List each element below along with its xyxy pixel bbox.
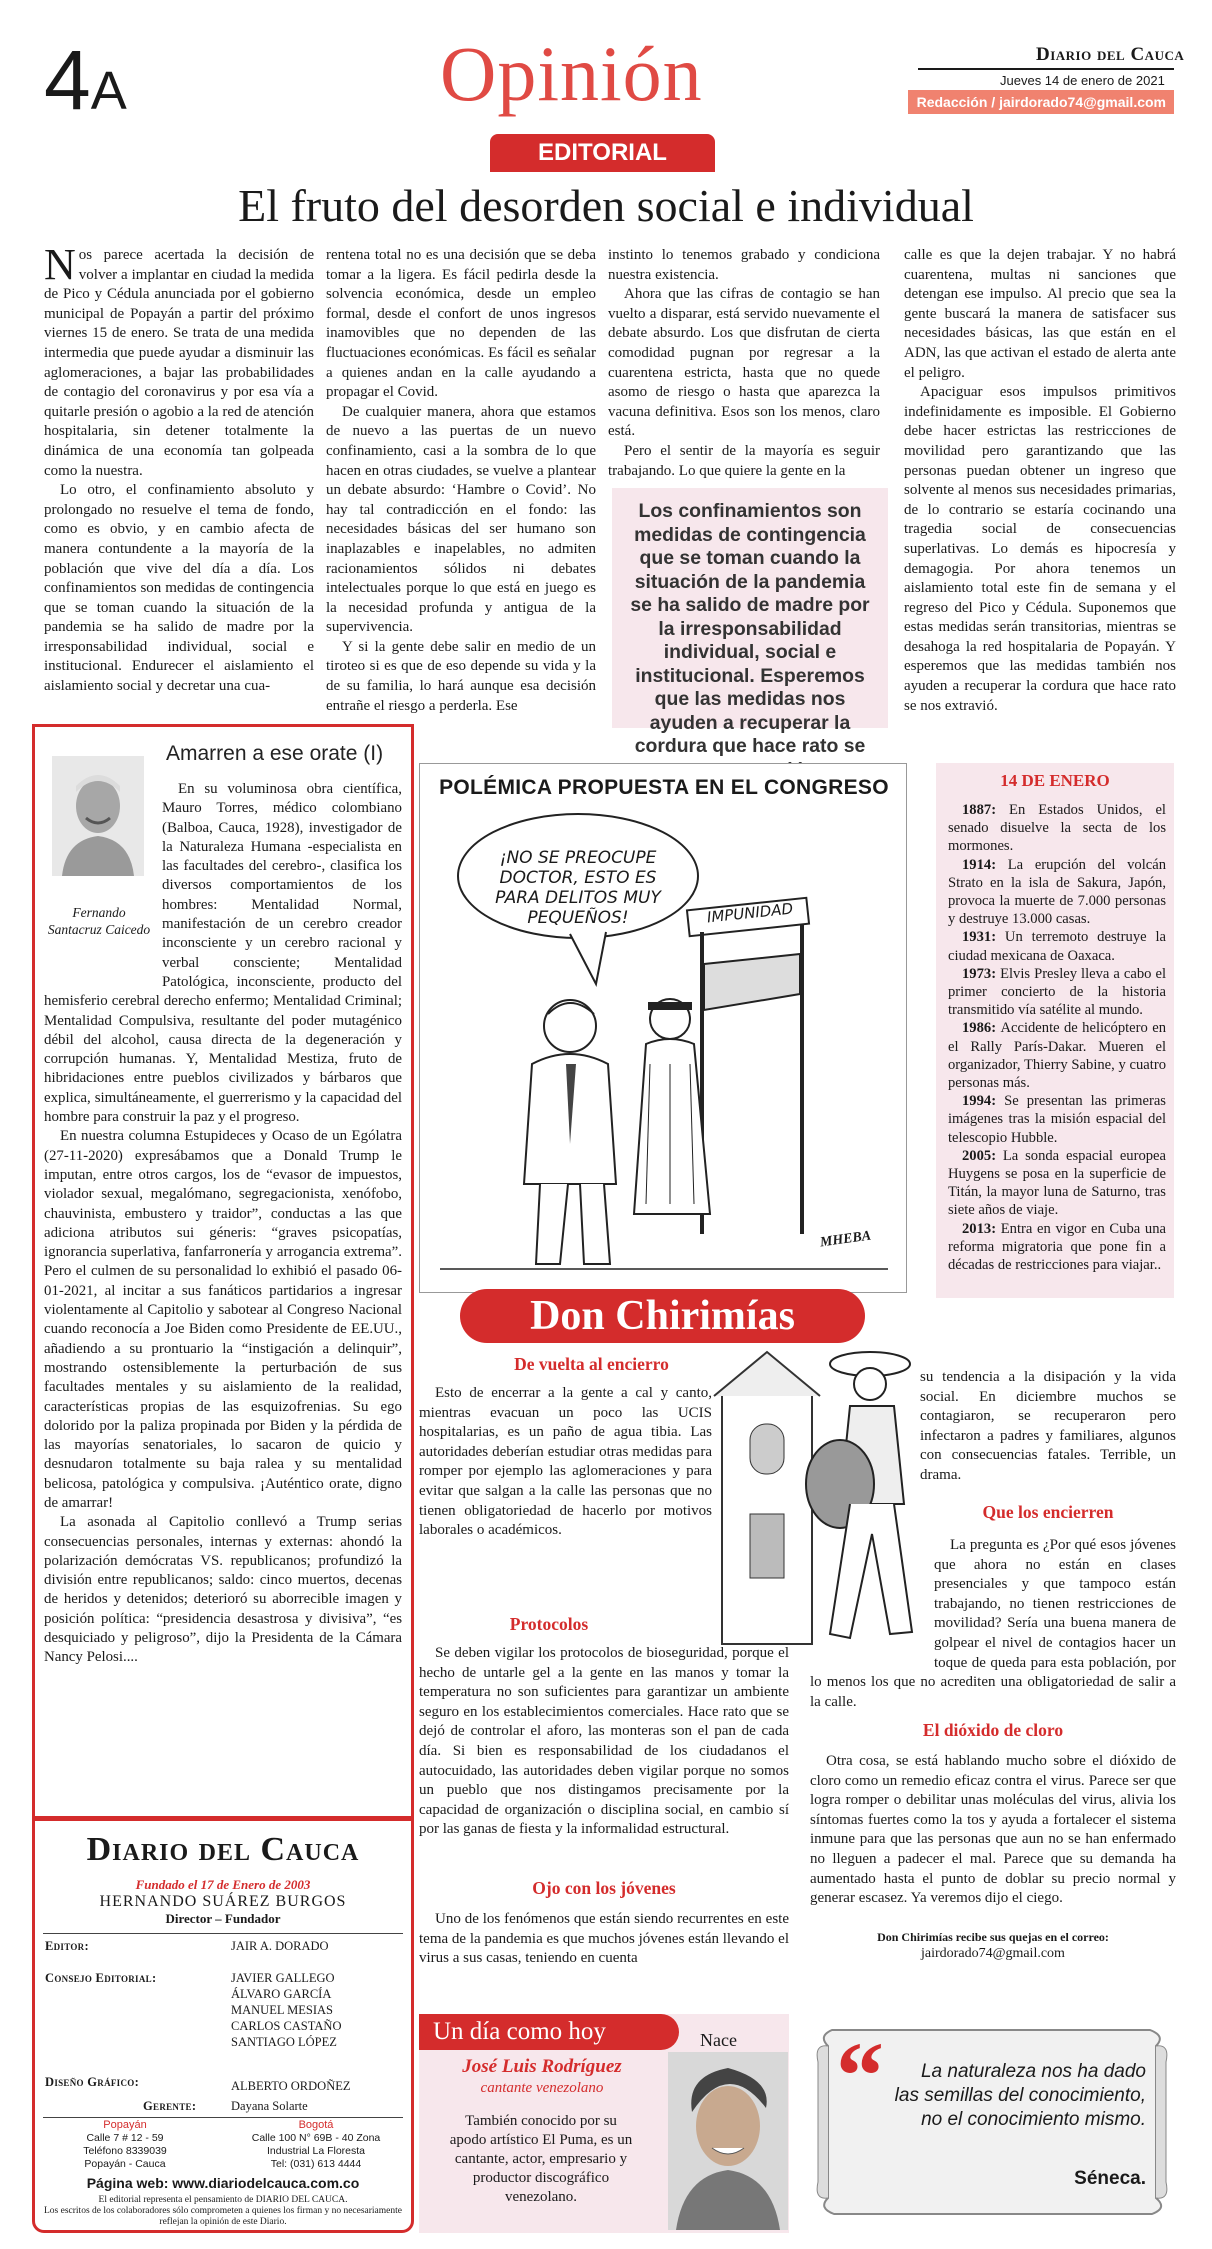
- editorial-tag: EDITORIAL: [490, 134, 715, 172]
- design-name: ALBERTO ORDOÑEZ: [231, 2079, 351, 2093]
- ephemeris-text: Entra en vigor en Cuba una reforma migratoria que pone fin a décadas de restricciones para viajar..: [948, 1220, 1166, 1274]
- ephemeris-item: [948, 801, 1166, 856]
- chirimias-text: Se deben vigilar los protocolos de bioseguridad, porque el hecho de untarle gel a la gente en las manos y tomar la temperatura no son suficientes para garantizar un ambiente seguro en los establecimientos comerciales. Hace rato que se dejó de controlar el aforo, las monteras son el pan de cada día. Si bien es responsabilidad de los ciudadanos el autocuidado, las autoridades deben vigilar porque no somos un pueblo que nos distingamos precisamente por la capacidad de organización o disciplina social, en cambio sí por las ganas de fiesta y la informalidad estructural.: [419, 1645, 789, 1838]
- chirimias-contact-label: Don Chirimías recibe sus quejas en el correo:: [877, 1930, 1109, 1944]
- quote-mark-icon: “: [836, 2022, 884, 2129]
- design-label: Diseño Gráfico:: [45, 2075, 140, 2089]
- masthead-logo: Diario del Cauca: [86, 1831, 360, 1868]
- person-role: cantante venezolano: [480, 2080, 604, 2096]
- don-chirimias-banner: Don Chirimías: [460, 1289, 865, 1343]
- editorial-headline: El fruto del desorden social e individual: [238, 180, 974, 231]
- divider: [43, 2117, 403, 2118]
- popayan-line: Calle 7 # 12 - 59: [86, 2132, 164, 2144]
- cartoon-title: POLÉMICA PROPUESTA EN EL CONGRESO: [439, 776, 889, 799]
- popayan-line: Popayán - Cauca: [84, 2158, 166, 2170]
- ephemeris-year: 1887:: [962, 802, 1010, 818]
- ephemerides-box: [936, 763, 1174, 1298]
- quote-box: [810, 2022, 1174, 2222]
- ephemeris-item: [948, 1220, 1166, 1275]
- quote-text: La naturaleza nos ha dado las semillas del conocimiento, no el conocimiento mismo.: [894, 2061, 1146, 2130]
- pull-quote: Los confinamientos son medidas de contingencia que se toman cuando la situación de la pandemia se ha salido de madre por la irresponsabilidad individual, social e institucional. Esperemos que las medidas nos ayuden a recuperar la cordura que hace rato se: [612, 488, 888, 728]
- redaccion-email[interactable]: Redacción / jairdorado74@gmail.com: [908, 90, 1174, 114]
- un-dia-banner: Un día como hoy: [419, 2014, 679, 2050]
- divider: [918, 68, 1174, 70]
- column-author: Fernando Santacruz Caicedo: [47, 905, 151, 937]
- chirimias-heading: De vuelta al encierro: [514, 1354, 669, 1374]
- chirimias-heading: Ojo con los jóvenes: [532, 1878, 676, 1898]
- ephemerides-title: 14 DE ENERO: [1000, 771, 1110, 790]
- ephemeris-item: [948, 1019, 1166, 1092]
- ephemeris-year: 2013:: [962, 1220, 1001, 1237]
- ephemeris-year: 1986:: [962, 1020, 1001, 1037]
- float-spacer: [44, 780, 162, 992]
- disclaimer: El editorial representa el pensamiento de DIARIO DEL CAUCA. Los escritos de los colaboradores sólo comprometen a quienes los firman y no necesariamente reflejan la opinión de este Diario.: [44, 2195, 402, 2227]
- ephemeris-year: 1994:: [962, 1093, 1005, 1110]
- council-label: Consejo Editorial:: [45, 1971, 157, 1985]
- editor-label: Editor:: [45, 1939, 89, 1953]
- ephemeris-text: Se presentan las primeras imágenes tras la misión espacial del telescopio Hubble.: [948, 1093, 1166, 1146]
- ephemeris-year: 1931:: [962, 929, 1005, 946]
- issue-date: Jueves 14 de enero de 2021: [1000, 73, 1165, 88]
- column-paragraph: En su voluminosa obra científica, Mauro Torres, médico colombiano (Balboa, Cauca, 1928), investigador de la Naturaleza Humana -especialista en las facultades del cerebro-, clasifica los diversos comportamientos de los hombres: Mentalidad Normal, manifestación de un cerebro creador inconsciente y un cerebro racional y verbal consciente; Mentalidad Patológica, inconsciente, producto del hemisferio cerebral derecho enfermo; Mentalidad Criminal; Mentalidad Compulsiva, resultante del poder mutagénico débil del alcohol, causa directa de la degeneración y corrupción humanas. Y, Mentalidad Mestiza, fruto de hibridaciones entre pueblos civilizados y bárbaros que explica, simultáneamente, el guerrerismo y la capacidad del hombre para construir la paz y el progreso.: [44, 781, 402, 1126]
- paper-name: Diario del Cauca: [1036, 44, 1185, 65]
- council-member: CARLOS CASTAÑO: [231, 2019, 342, 2033]
- chirimias-text: Esto de encerrar a la gente a cal y canto, mientras evacuan un poco las UCIS hospitalarias, es un paño de agua tibia. Las autoridades deberían estudiar otras medidas para romper por ejemplo las aglomeraciones y para evitar que salgan a la calle las personas que no tienen obligatoriedad de hacerlo por motivos laborales o académicos.: [419, 1384, 764, 1608]
- editorial-col-4: calle es que la dejen trabajar. Y no habrá cuarentena, multas ni sanciones que detengan ese impulso. Al precio que sea la gente buscará la manera de satisfacer sus necesidades básicas, las que están en el ADN, las que activan el estado de alerta ante el peligro. Apaciguar esos impulsos primitivos indefinidamente es imposible. El Gobierno debe hacer estrictas las restricciones de movilidad pero garantizando que las personas puedan obtener un ingreso que solvente al menos sus necesidades primarias, de lo contrario se estaría cocinando una tragedia social de consecuencias superlativas. Lo demás es hipocresía y demagogia. Por ahora tenemos un aislamiento total este fin de semana y el regreso del Pico y Cédula. Suponemos que estas medidas serán transitorias, mientras se desahoga la red hospitalaria de Popayán. Y esperemos que las medidas también nos ayuden a recuperar la cordura que hace rato se nos extravió.: [904, 247, 1176, 714]
- editorial-col-2: rentena total no es una decisión que se deba tomar a la ligera. Es fácil pedirla desde la solvencia económica, desde un empleo formal, desde el confort de unos ingresos inamovibles que no dependen de las fluctuaciones económicas. Es fácil es señalar a quienes andan en la calle ayudando a propagar el Covid. De cualquier manera, ahora que estamos de nuevo a las puertas de un nuevo confinamiento, casi a la sombra de lo que hacen en otras ciudades, se vuelve a plantear un debate absurdo: ‘Hambre o Covid’. No hay tal contradicción en el fondo: las necesidades básicas del ser humano son inaplazables e inapelables, no admiten racionamientos sólidos ni debates intelectuales porque lo que está en juego es la necesidad profunda y antigua de la supervivencia. Y si la gente debe salir en medio de un tiroteo si es que de eso depende su vida y la de su familia, lo hará aunque esa decisión entrañe el riesgo a perderla. Ese: [326, 247, 596, 714]
- ephemeris-text: En Estados Unidos, el senado disuelve la secta de los mormones.: [948, 802, 1166, 855]
- cartoonist-signature: MHEBA: [819, 1228, 873, 1251]
- ephemeris-item: [948, 1092, 1166, 1147]
- ephemeris-year: 2005:: [962, 1147, 1003, 1164]
- speech-bubble: ¡NO SE PREOCUPE DOCTOR, ESTO ES PARA DELITOS MUY PEQUEÑOS!: [495, 848, 661, 928]
- ephemeris-item: [948, 1147, 1166, 1220]
- float-spacer: [810, 1536, 934, 1654]
- founder-role: Director – Fundador: [165, 1911, 281, 1926]
- council-member: SANTIAGO LÓPEZ: [231, 2035, 337, 2049]
- quote-author: Séneca.: [1074, 2168, 1146, 2189]
- editorial-col-1: Nos parece acertada la decisión de volver a implantar en ciudad la medida de Pico y Cédula anunciada por el gobierno municipal de Popayán a partir del próximo viernes 15 de enero. Se trata de una medida intermedia que puede ayudar a disminuir las aglomeraciones, a bajar las probabilidades de contagio del coronavirus y por esa vía a quitarle presión o agobio a la red de atención hospitalaria, sin detener totalmente la dinámica de una economía tan golpeada como la nuestra. Lo otro, el confinamiento absoluto y prolongado no resuelve el tema de fondo, como es obvio, y en cambio afecta de manera contundente a la mayoría de la población que vive del día a día. Los confinamientos son medidas de contingencia que se toman cuando la situación de la pandemia se ha salido de madre por la irresponsabilidad individual, social e institucional. Endurecer el aislamiento el aislamiento social y decretar una cua-: [44, 240, 314, 695]
- impunity-sign: IMPUNIDAD: [706, 899, 794, 927]
- chirimias-heading: El dióxido de cloro: [922, 1720, 1064, 1740]
- ephemeris-item: [948, 965, 1166, 1020]
- ephemeris-text: La erupción del volcán Strato en la isla de Sakura, Japón, provoca la muerte de 7.000 personas y destruye 13.000 casas.: [948, 856, 1167, 928]
- council-member: ÁLVARO GARCÍA: [231, 1987, 332, 2001]
- page-number: 4A: [44, 33, 127, 127]
- column-body: En su voluminosa obra científica, Mauro Torres, médico colombiano (Balboa, Cauca, 1928), investigador de la Naturaleza Humana -especialista en las facultades del cerebro-, clasifica los diversos comportamientos de los hombres: Mentalidad Normal, manifestación de un cerebro creador inconsciente y un cerebro racional y verbal consciente; Mentalidad Patológica, inconsciente, producto del hemisferio cerebral derecho enfermo; Mentalidad Criminal; Mentalidad Compulsiva, resultante del poder mutagénico débil del alcohol, causa directa de la degeneración y corrupción humanas. Y, Mentalidad Mestiza, fruto de hibridaciones entre pueblos civilizados y bárbaros que explica, simultáneamente, el guerrerismo y la capacidad del hombre para construir la paz y el progreso. En nuestra columna Estupideces y Ocaso de un Ególatra (27-11-2020) expresábamos que a Donald Trump le imputan, entre otros cargos, los de “evasor de impuestos, violador sexual, megalómano, segregacionista, xenófobo, chauvinista, embustero y traidor”, conductas a las que adiciona atributos sui géneris: “graves psicopatías, ignorancia superlativa, fanfarronería y arrogancia extrema”. Pero el culmen de su personalidad lo exhibió el pasado 06-01-2021, al incitar a sus fanáticos partidarios a ingresar violentamente al Capitolio y sabotear al Congreso Nacional cuando reconocía a Joe Biden como Presidente de EE.UU., añadiendo a su prontuario la “instigación a delinquir”, mostrando ostensiblemente la perturbación de sus facultades mentales y su aislamiento de la realidad, características propias de las esquizofrenias. Su ego dolorido por la paliza propinada por Biden y la pérdida de las mayorías senatoriales, lo sacaron de quicio y desnudaron totalmente su baja ralea y su mentalidad belicosa, patológica y compulsiva. ¡Auténtico orate, digno de amarrar! La asonada al Capitolio conllevó a Trump serias consecuencias personales, internas y externas: ahondó la polarización demócratas VS. republicanos; profundizó la división entre republicanos; saldo: cinco muertos, decenas de heridos y detenidos; deterioró su aborrecible imagen y posición política: “presidencia desastrosa y divisiva”, “es desquiciado y peligroso”, dijo la Presidenta de la Cámara Nancy Pelosi....: [44, 781, 402, 1666]
- ephemeris-text: Elvis Presley lleva a cabo el primer concierto de la historia transmitido vía satélite al mundo.: [948, 965, 1166, 1019]
- manager-name: Dayana Solarte: [231, 2099, 308, 2113]
- popayan-label: Popayán: [103, 2119, 147, 2131]
- section-title: Opinión: [440, 30, 703, 117]
- ephemeris-text: Un terremoto destruye la ciudad mexicana de Oaxaca.: [948, 929, 1166, 964]
- founder: HERNANDO SUÁREZ BURGOS: [99, 1893, 347, 1910]
- ephemeris-item: [948, 856, 1166, 929]
- chirimias-contact-email[interactable]: jairdorado74@gmail.com: [921, 1946, 1065, 1961]
- council-member: JAVIER GALLEGO: [231, 1971, 335, 1985]
- editorial-cartoon: [419, 763, 907, 1293]
- bogota-line: Tel: (031) 613 4444: [270, 2158, 362, 2170]
- ephemeris-text: La sonda espacial europea Huygens se posa en la superficie de Titán, la mayor luna de Saturno, tras siete años de viaje.: [948, 1147, 1167, 1219]
- person-description: También conocido por su apodo artístico El Puma, es un cantante, actor, empresario y productor discográfico venezolano.: [449, 2113, 633, 2205]
- ephemeris-item: [948, 928, 1166, 964]
- editorial-col-3: instinto lo tenemos grabado y condiciona nuestra existencia. Ahora que las cifras de contagio se han vuelto a disparar, está servido nuevamente el debate absurdo. Los que disfrutan de cierta comodidad pugnan por regresar a la cuarentena estricta, hasta que no quede asomo de riesgo o hasta que aparezca la vacuna definitiva. Esos son los menos, claro está. Pero el sentir de la mayoría es seguir trabajando. Lo que quiere la gente en la: [608, 247, 880, 479]
- ephemeris-year: 1973:: [962, 965, 1001, 982]
- bogota-label: Bogotá: [298, 2119, 334, 2131]
- ephemerides-list: [948, 801, 1166, 1274]
- ephemeris-year: 1914:: [962, 856, 1008, 873]
- ephemeris-text: Accidente de helicóptero en el Rally París-Dakar. Mueren el organizador, Thierry Sabine, y cuatro personas más.: [948, 1020, 1166, 1092]
- chirimias-text: su tendencia a la disipación y la vida social. En diciembre muchos se contagiaron, se recuperaron pero infectaron a padres y familiares, algunos con consecuencias fatales. Terrible, un drama.: [920, 1369, 1176, 1483]
- website-link[interactable]: Página web: www.diariodelcauca.com.co: [86, 2175, 360, 2191]
- column-title: Amarren a ese orate (I): [166, 742, 384, 765]
- chirimias-text: Uno de los fenómenos que están siendo recurrentes en este tema de la pandemia es que muchos jóvenes están llevando el virus a sus casas, teniendo en cuenta: [419, 1911, 789, 1967]
- divider: [43, 1933, 403, 1934]
- founded-date: Fundado el 17 de Enero de 2003: [135, 1877, 311, 1892]
- drop-cap: N: [44, 240, 76, 289]
- manager-label: Gerente:: [143, 2099, 197, 2113]
- cartoon-drawing: [420, 764, 908, 1294]
- editor-name: JAIR A. DORADO: [231, 1939, 329, 1953]
- chirimias-heading: Protocolos: [509, 1614, 589, 1634]
- chirimias-text: La pregunta es ¿Por qué esos jóvenes que ahora no están en clases presenciales y que tampoco están trabajando, no tienen restricciones de movilidad? Sería una buena manera de golpear el nivel de contagios hacer un toque de queda para esta población, por lo menos los que no acrediten una obligatoriedad de salir a la calle.: [810, 1537, 1176, 1710]
- chirimias-text: Otra cosa, se está hablando mucho sobre el dióxido de cloro como un remedio eficaz contra el virus. Parece ser que logra romper o debilitar unas moléculas del virus, alivia los síntomas fuertes como la tos y ayuda a fortalecer el sistema inmune para que las personas que aun no se han enfermado no lleguen a padecer el mal. Parece que su demanda ha aumentado hasta el punto de doblar su precio normal y generar escasez. Ya veremos dijo el ciego.: [810, 1753, 1176, 1907]
- masthead-box: [32, 1818, 414, 2233]
- chirimias-heading: Que los encierren: [982, 1502, 1114, 1522]
- person-name: José Luis Rodríguez: [462, 2056, 622, 2077]
- council-member: MANUEL MESIAS: [231, 2003, 333, 2017]
- bogota-line: Industrial La Floresta: [266, 2145, 366, 2157]
- person-photo: [668, 2052, 788, 2230]
- bogota-line: Calle 100 N° 69B - 40 Zona: [251, 2132, 381, 2144]
- popayan-line: Teléfono 8339039: [83, 2145, 167, 2157]
- nace-label: Nace: [700, 2030, 737, 2050]
